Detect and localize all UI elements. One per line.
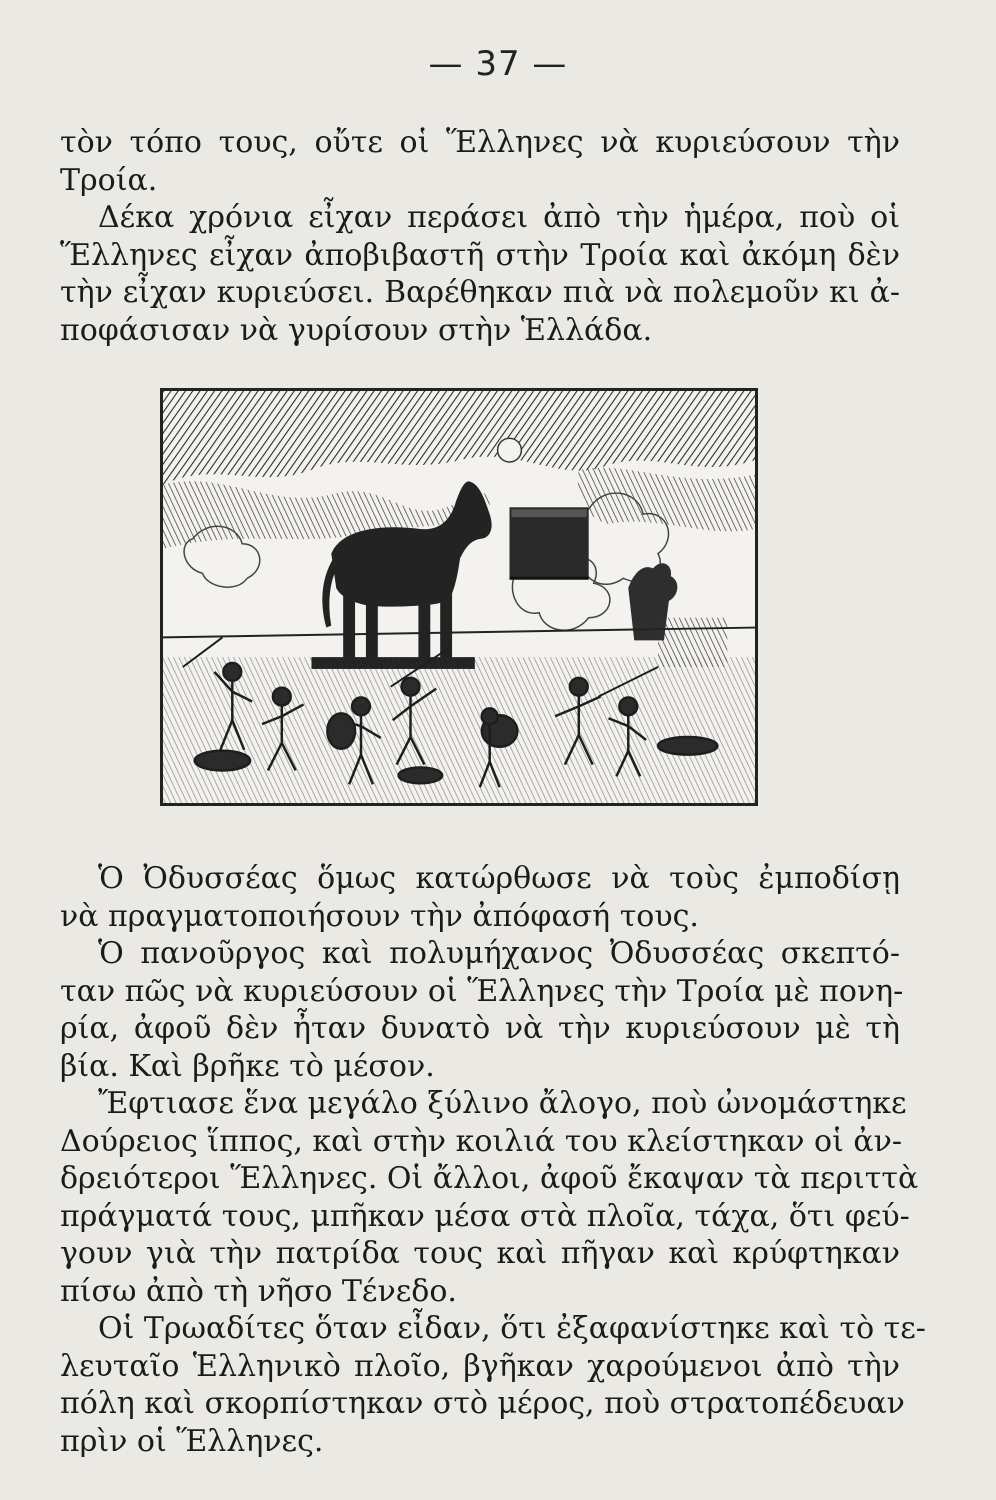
text-line: γουν γιὰ τὴν πατρίδα τους καὶ πῆγαν καὶ κρύφτηκαν [60, 1236, 900, 1271]
top-text-block [60, 124, 900, 349]
text-line: τὴν εἶχαν κυριεύσει. Βαρέθηκαν πιὰ νὰ πολεμοῦν κι ἀ- [60, 275, 900, 310]
text-line: Οἱ Τρωαδίτες ὅταν εἶδαν, ὅτι ἐξαφανίστηκε καὶ τὸ τε- [98, 1311, 926, 1346]
text-line: ρία, ἀφοῦ δὲν ἦταν δυνατὸ νὰ τὴν κυριεύσουν μὲ τὴ [60, 1011, 900, 1046]
text-line: Δέκα χρόνια εἶχαν περάσει ἀπὸ τὴν ἡμέρα, ποὺ οἱ [98, 200, 900, 235]
text-line: Δούρειος ἵππος, καὶ στὴν κοιλιά του κλείστηκαν οἱ ἀν- [60, 1123, 903, 1159]
text-line: πρὶν οἱ Ἕλληνες. [60, 1423, 324, 1459]
text-line: Ἔφτιασε ἕνα μεγάλο ξύλινο ἄλογο, ποὺ ὠνομάστηκε [98, 1086, 907, 1121]
siege-tower [509, 507, 588, 578]
burning-city [628, 563, 727, 667]
text-line: Ἕλληνες εἶχαν ἀποβιβαστῆ στὴν Τροία καὶ ἀκόμη δὲν [60, 237, 900, 273]
text-line: ποφάσισαν νὰ γυρίσουν στὴν Ἑλλάδα. [60, 312, 653, 348]
paragraph [60, 1085, 919, 1310]
moon [498, 438, 522, 462]
text-line: δρειότεροι Ἕλληνες. Οἱ ἄλλοι, ἀφοῦ ἔκαψαν τὰ περιττὰ [60, 1161, 919, 1196]
paragraph [60, 1310, 926, 1460]
trojan-horse-illustration [160, 388, 758, 806]
text-line: Τροία. [60, 162, 158, 198]
trojan-horse-drawing [163, 391, 755, 803]
text-line: πράγματά τους, μπῆκαν μέσα στὰ πλοῖα, τάχα, ὅτι φεύ- [60, 1198, 910, 1234]
text-line: πόλη καὶ σκορπίστηκαν στὸ μέρος, ποὺ στρατοπέδευαν [60, 1386, 905, 1421]
paragraph [60, 199, 900, 349]
text-line: πίσω ἀπὸ τὴ νῆσο Τένεδο. [60, 1273, 457, 1309]
text-line: λευταῖο Ἑλληνικὸ πλοῖο, βγῆκαν χαρούμενοι ἀπὸ τὴν [60, 1348, 900, 1384]
paragraph [60, 935, 904, 1085]
text-line: βία. Καὶ βρῆκε τὸ μέσον. [60, 1048, 435, 1084]
text-line: Ὁ πανοῦργος καὶ πολυμήχανος Ὀδυσσέας σκεπτό- [98, 936, 900, 971]
text-line: ταν πῶς νὰ κυριεύσουν οἱ Ἕλληνες τὴν Τροία μὲ πονη- [60, 973, 904, 1009]
text-line: τὸν τόπο τους, οὔτε οἱ Ἕλληνες νὰ κυριεύσουν τὴν [60, 125, 900, 160]
page-number: — 37 — [428, 44, 568, 84]
text-line: Ὁ Ὀδυσσέας ὅμως κατώρθωσε νὰ τοὺς ἐμποδίσῃ [98, 861, 900, 896]
paragraph [60, 860, 900, 935]
text-line: νὰ πραγματοποιήσουν τὴν ἀπόφασή τους. [60, 898, 699, 934]
paragraph [60, 124, 900, 199]
bottom-text-block [60, 860, 926, 1460]
